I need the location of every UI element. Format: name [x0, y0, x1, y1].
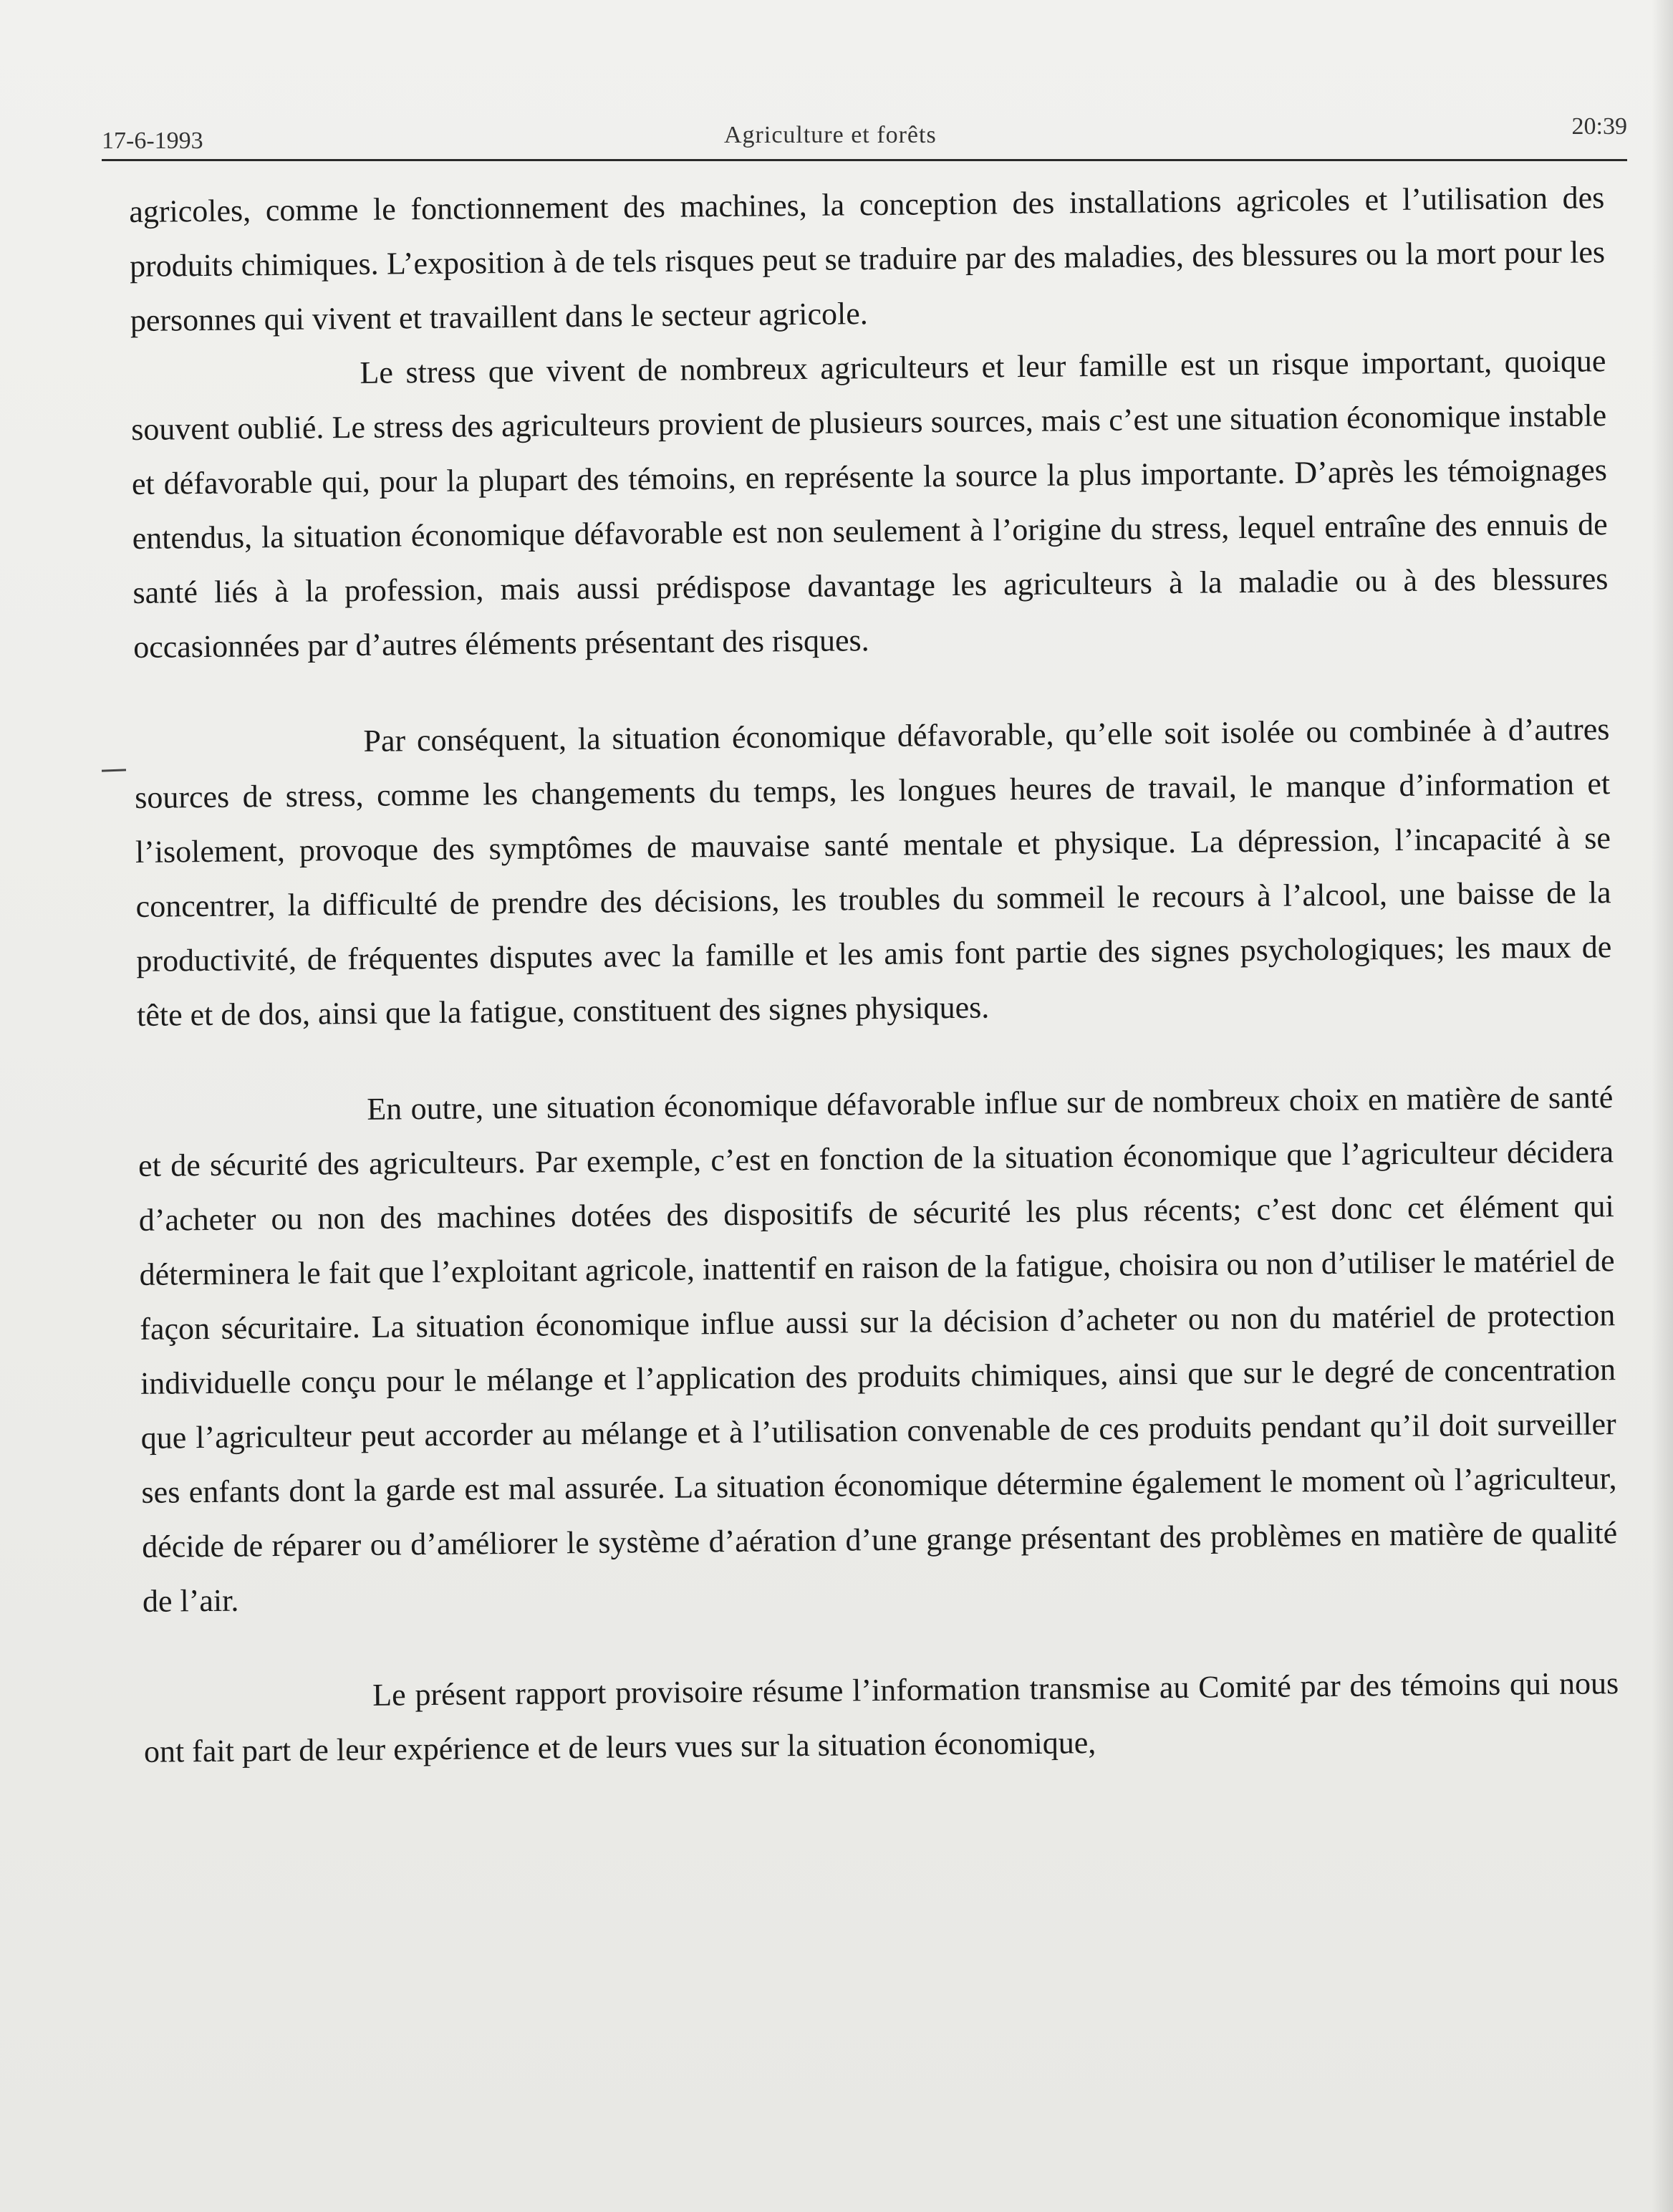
paragraph-1: agricoles, comme le fonctionnement des machines, la conception des installations agricoles et l’utilisation des produits chimiques. L’exposition à de tels risques peut se traduire par des maladies, des blessures ou la mort pour les personnes qui vivent et travaillent dans le secteur agricole.: [129, 180, 1606, 338]
page-header: [102, 107, 1627, 161]
paragraph-3: Par conséquent, la situation économique défavorable, qu’elle soit isolée ou combinée à d’autres sources de stress, comme les changements du temps, les longues heures de travail, le manque d’information et l’isolement, provoque des symptômes de mauvaise santé mentale et physique. La dépression, l’incapacité à se concentrer, la difficulté de prendre des décisions, les troubles du sommeil le recours à l’alcool, une baisse de la productivité, de fréquentes disputes avec la famille et les amis font partie des signes psychologiques; les maux de tête et de dos, ainsi que la fatigue, constituent des signes physiques.: [134, 711, 1612, 1033]
header-page-reference: 20:39: [1571, 113, 1627, 140]
paragraph-2: Le stress que vivent de nombreux agriculteurs et leur famille est un risque important, quoique souvent oublié. Le stress des agriculteurs provient de plusieurs sources, mais c’est une situation économique instable et défavorable qui, pour la plupart des témoins, en représente la source la plus importante. D’après les témoignages entendus, la situation économique défavorable est non seulement à l’origine du stress, lequel entraîne des ennuis de santé liés à la profession, mais aussi prédispose davantage les agriculteurs à la maladie ou à des blessures occasionnées par d’autres éléments présentant des risques.: [131, 343, 1609, 665]
paragraph-4: En outre, une situation économique défavorable influe sur de nombreux choix en matière de santé et de sécurité des agriculteurs. Par exemple, c’est en fonction de la situation économique que l’agriculteur décidera d’acheter ou non des machines dotées des dispositifs de sécurité les plus récents; c’est donc cet élément qui déterminera le fait que l’exploitant agricole, inattentif en raison de la fatigue, choisira ou non d’utiliser le matériel de façon sécuritaire. La situation économique influe aussi sur la décision d’acheter ou non du matériel de protection individuelle conçu pour le mélange et l’application des produits chimiques, ainsi que sur le degré de concentration que l’agriculteur peut accorder au mélange et à l’utilisation convenable de ces produits pendant qu’il doit surveiller ses enfants dont la garde est mal assurée. La situation économique détermine également le moment où l’agriculteur, décide de réparer ou d’améliorer le système d’aération d’une grange présentant des problèmes en matière de qualité de l’air.: [138, 1079, 1618, 1619]
paragraph-5: Le présent rapport provisoire résume l’information transmise au Comité par des témoins qui nous ont fait part de leur expérience et de leurs vues sur la situation économique,: [143, 1665, 1619, 1769]
header-title: Agriculture et forêts: [724, 122, 937, 148]
header-date: 17-6-1993: [102, 128, 203, 154]
page-edge-shadow: [1652, 0, 1673, 2212]
document-body: [129, 170, 1619, 1779]
margin-mark: [102, 769, 126, 771]
